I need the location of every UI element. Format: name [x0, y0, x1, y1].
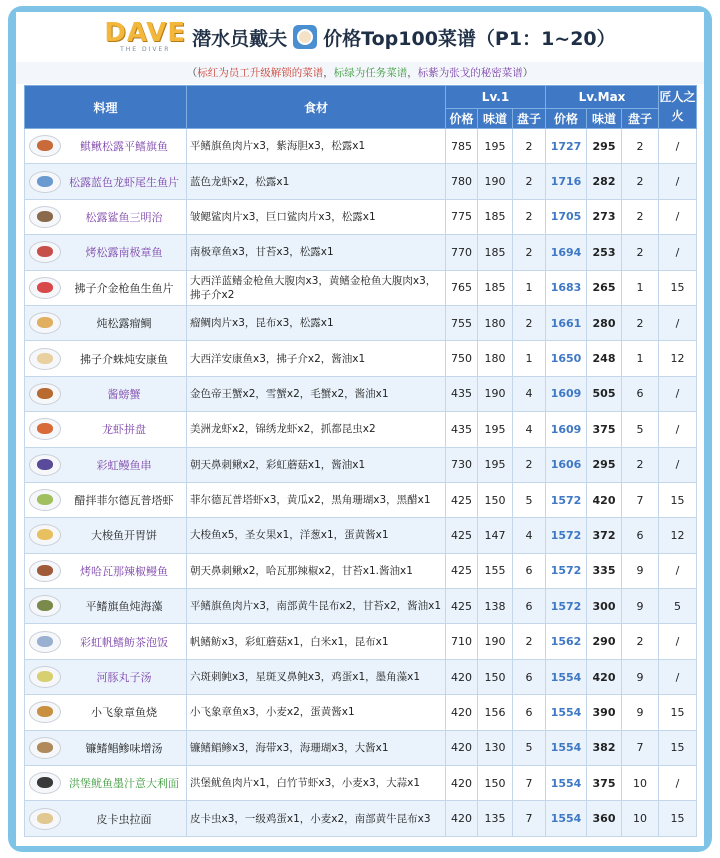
ingredients-cell: 镰鳍鲳鲹x3，海带x3，海珊瑚x3，大酱x1	[187, 730, 446, 765]
plates-lv1: 2	[513, 624, 546, 659]
table-row	[25, 447, 697, 482]
dish-image-icon	[28, 699, 62, 725]
ingredients-cell: 六斑刺鲀x3，星斑叉鼻鲀x3，鸡蛋x1，墨角藻x1	[187, 659, 446, 694]
taste-max: 382	[587, 730, 622, 765]
table-row	[25, 235, 697, 270]
legend-note	[16, 62, 704, 84]
ingredients-cell: 南极章鱼x3，甘苔x3，松露x1	[187, 235, 446, 270]
artisan-fire: 15	[659, 801, 697, 836]
ingredients-cell: 小飞象章鱼x3，小麦x2，蛋黄酱x1	[187, 695, 446, 730]
note-green: 标绿为任务菜谱	[333, 67, 408, 79]
taste-lv1: 195	[478, 447, 513, 482]
dish-cell	[25, 624, 187, 659]
table-row	[25, 801, 697, 836]
price-lv1: 780	[446, 164, 478, 199]
artisan-fire: /	[659, 235, 697, 270]
price-lv1: 420	[446, 730, 478, 765]
plates-lv1: 2	[513, 129, 546, 164]
plates-lv1: 6	[513, 589, 546, 624]
header-fire: 匠人之火	[659, 86, 697, 129]
dish-image-icon	[28, 169, 62, 195]
dish-cell	[25, 129, 187, 164]
price-lv1: 425	[446, 553, 478, 588]
plates-lv1: 2	[513, 447, 546, 482]
plates-lv1: 4	[513, 376, 546, 411]
taste-lv1: 147	[478, 518, 513, 553]
note-purple: 标紫为张戈的秘密菜谱	[417, 67, 523, 79]
ingredients-cell: 皮卡虫x3，一级鸡蛋x1，小麦x2，南部黄牛昆布x3	[187, 801, 446, 836]
header-taste-lv1: 味道	[478, 109, 513, 129]
plates-lv1: 4	[513, 412, 546, 447]
dish-cell	[25, 659, 187, 694]
plates-lv1: 4	[513, 518, 546, 553]
note-close: ）	[522, 67, 534, 79]
dish-name: 彩虹帆鳍鲂茶泡饭	[80, 635, 168, 649]
taste-max: 290	[587, 624, 622, 659]
header-dish: 料理	[25, 86, 187, 129]
taste-max: 375	[587, 412, 622, 447]
ingredients-cell: 金色帝王蟹x2，雪蟹x2，毛蟹x2，酱油x1	[187, 376, 446, 411]
logo-subtext: THE DIVER	[120, 46, 171, 53]
dish-cell	[25, 518, 187, 553]
dish-name: 松露蓝色龙虾尾生鱼片	[69, 175, 179, 189]
plates-lv1: 2	[513, 199, 546, 234]
taste-max: 280	[587, 305, 622, 340]
table-row	[25, 270, 697, 305]
plates-lv1: 1	[513, 270, 546, 305]
dish-cell	[25, 376, 187, 411]
dish-image-icon	[28, 239, 62, 265]
artisan-fire: /	[659, 412, 697, 447]
table-row	[25, 164, 697, 199]
plates-max: 6	[622, 518, 659, 553]
ingredients-cell: 大西洋蓝鳍金枪鱼大腹肉x3，黄鳍金枪鱼大腹肉x3，拂子介x2	[187, 270, 446, 305]
header-taste-max: 味道	[587, 109, 622, 129]
plates-lv1: 5	[513, 482, 546, 517]
taste-lv1: 190	[478, 376, 513, 411]
dish-image-icon	[28, 452, 62, 478]
dish-image-icon	[28, 629, 62, 655]
ingredients-cell: 瘤鲷肉片x3，昆布x3，松露x1	[187, 305, 446, 340]
dish-name: 炖松露瘤鲷	[96, 317, 152, 331]
price-lv1: 425	[446, 482, 478, 517]
plates-max: 5	[622, 412, 659, 447]
table-row	[25, 376, 697, 411]
dave-logo	[104, 20, 186, 54]
plates-max: 7	[622, 482, 659, 517]
artisan-fire: /	[659, 376, 697, 411]
price-lv1: 750	[446, 341, 478, 376]
plates-max: 1	[622, 341, 659, 376]
dish-cell	[25, 801, 187, 836]
artisan-fire: /	[659, 659, 697, 694]
plates-max: 2	[622, 624, 659, 659]
ingredients-cell: 大梭鱼x5，圣女果x1，洋葱x1，蛋黄酱x1	[187, 518, 446, 553]
taste-max: 390	[587, 695, 622, 730]
table-row	[25, 553, 697, 588]
table-row	[25, 659, 697, 694]
price-lv1: 425	[446, 589, 478, 624]
plates-max: 10	[622, 766, 659, 801]
taste-max: 295	[587, 447, 622, 482]
plates-max: 2	[622, 305, 659, 340]
dish-image-icon	[28, 522, 62, 548]
price-lv1: 435	[446, 412, 478, 447]
ingredients-cell: 大西洋安康鱼x3，拂子介x2，酱油x1	[187, 341, 446, 376]
dish-image-icon	[28, 133, 62, 159]
artisan-fire: 15	[659, 482, 697, 517]
plates-max: 10	[622, 801, 659, 836]
plates-max: 2	[622, 129, 659, 164]
price-lv1: 765	[446, 270, 478, 305]
dish-cell	[25, 553, 187, 588]
price-max: 1572	[546, 482, 587, 517]
price-max: 1609	[546, 376, 587, 411]
plates-max: 9	[622, 659, 659, 694]
artisan-fire: /	[659, 305, 697, 340]
dish-name: 镰鳍鲳鲹味增汤	[85, 741, 163, 755]
taste-max: 300	[587, 589, 622, 624]
taste-lv1: 156	[478, 695, 513, 730]
plates-max: 2	[622, 447, 659, 482]
dish-cell	[25, 482, 187, 517]
taste-max: 248	[587, 341, 622, 376]
dish-cell	[25, 412, 187, 447]
table-row	[25, 589, 697, 624]
taste-lv1: 190	[478, 164, 513, 199]
price-max: 1554	[546, 659, 587, 694]
table-body	[25, 129, 697, 837]
dish-cell	[25, 589, 187, 624]
taste-lv1: 195	[478, 129, 513, 164]
taste-lv1: 155	[478, 553, 513, 588]
price-max: 1554	[546, 766, 587, 801]
taste-lv1: 180	[478, 341, 513, 376]
taste-lv1: 135	[478, 801, 513, 836]
artisan-fire: /	[659, 164, 697, 199]
price-max: 1554	[546, 695, 587, 730]
table-row	[25, 199, 697, 234]
table-row	[25, 129, 697, 164]
taste-max: 360	[587, 801, 622, 836]
dish-name: 酱螃蟹	[107, 387, 141, 401]
dish-name: 龙虾拼盘	[102, 423, 146, 437]
dish-name: 拂子介金枪鱼生鱼片	[74, 281, 174, 295]
price-max: 1609	[546, 412, 587, 447]
dish-cell	[25, 270, 187, 305]
dish-image-icon	[28, 346, 62, 372]
dish-image-icon	[28, 735, 62, 761]
plates-lv1: 6	[513, 695, 546, 730]
dish-image-icon	[28, 416, 62, 442]
header-plates-lv1: 盘子	[513, 109, 546, 129]
ingredients-cell: 美洲龙虾x2，锦绣龙虾x2，抓都昆虫x2	[187, 412, 446, 447]
price-lv1: 775	[446, 199, 478, 234]
artisan-fire: /	[659, 553, 697, 588]
header-price-lv1: 价格	[446, 109, 478, 129]
dish-name: 彩虹鳗鱼串	[96, 458, 152, 472]
dish-image-icon	[28, 381, 62, 407]
artisan-fire: 15	[659, 695, 697, 730]
plates-max: 2	[622, 199, 659, 234]
price-max: 1727	[546, 129, 587, 164]
artisan-fire: 15	[659, 730, 697, 765]
title-bar	[16, 12, 704, 62]
header-ingredients: 食材	[187, 86, 446, 129]
plates-max: 2	[622, 235, 659, 270]
taste-lv1: 185	[478, 235, 513, 270]
ingredients-cell: 帆鳍鲂x3，彩虹蘑菇x1，白米x1，昆布x1	[187, 624, 446, 659]
taste-max: 273	[587, 199, 622, 234]
taste-max: 420	[587, 482, 622, 517]
artisan-fire: /	[659, 447, 697, 482]
price-lv1: 785	[446, 129, 478, 164]
price-max: 1554	[546, 801, 587, 836]
price-max: 1694	[546, 235, 587, 270]
header-plates-max: 盘子	[622, 109, 659, 129]
dish-cell	[25, 730, 187, 765]
dish-name: 河豚丸子汤	[96, 671, 152, 685]
dish-image-icon	[28, 770, 62, 796]
ingredients-cell: 菲尔德瓦普塔虾x3，黄瓜x2，黑角珊瑚x3，黑醋x1	[187, 482, 446, 517]
plates-max: 9	[622, 695, 659, 730]
taste-lv1: 150	[478, 659, 513, 694]
price-lv1: 730	[446, 447, 478, 482]
taste-max: 253	[587, 235, 622, 270]
dish-name: 皮卡虫拉面	[96, 812, 152, 826]
dish-name: 醋拌菲尔德瓦普塔虾	[74, 494, 174, 508]
taste-lv1: 190	[478, 624, 513, 659]
artisan-fire: 5	[659, 589, 697, 624]
taste-lv1: 130	[478, 730, 513, 765]
plates-max: 6	[622, 376, 659, 411]
table-row	[25, 482, 697, 517]
dish-name: 鲯鳅松露平鳍旗鱼	[80, 140, 168, 154]
plates-lv1: 7	[513, 766, 546, 801]
ingredients-cell: 蓝色龙虾x2，松露x1	[187, 164, 446, 199]
note-sep: ，	[407, 67, 418, 79]
taste-lv1: 185	[478, 199, 513, 234]
price-max: 1572	[546, 553, 587, 588]
plates-max: 9	[622, 553, 659, 588]
plates-lv1: 2	[513, 305, 546, 340]
table-row	[25, 412, 697, 447]
price-lv1: 435	[446, 376, 478, 411]
note-open: （	[186, 67, 198, 79]
dish-name: 平鳍旗鱼炖海藻	[85, 600, 163, 614]
sushi-icon	[293, 25, 317, 49]
plates-max: 1	[622, 270, 659, 305]
dish-name: 烤松露南极章鱼	[85, 246, 163, 260]
plates-lv1: 6	[513, 553, 546, 588]
price-lv1: 420	[446, 659, 478, 694]
plates-lv1: 5	[513, 730, 546, 765]
price-max: 1572	[546, 589, 587, 624]
taste-max: 335	[587, 553, 622, 588]
price-max: 1705	[546, 199, 587, 234]
ingredients-cell: 皱鳃鲨肉片x3，巨口鲨肉片x3，松露x1	[187, 199, 446, 234]
table-row	[25, 341, 697, 376]
note-red: 标红为员工升级解锁的菜谱	[197, 67, 324, 79]
dish-image-icon	[28, 558, 62, 584]
taste-max: 505	[587, 376, 622, 411]
artisan-fire: /	[659, 129, 697, 164]
artisan-fire: 12	[659, 518, 697, 553]
taste-max: 282	[587, 164, 622, 199]
table-row	[25, 624, 697, 659]
price-lv1: 420	[446, 766, 478, 801]
artisan-fire: /	[659, 766, 697, 801]
header-lvmax: Lv.Max	[546, 86, 659, 109]
price-max: 1554	[546, 730, 587, 765]
taste-lv1: 180	[478, 305, 513, 340]
plates-lv1: 2	[513, 164, 546, 199]
table-row	[25, 695, 697, 730]
dish-name: 大梭鱼开胃饼	[91, 529, 157, 543]
dish-name: 烤哈瓦那辣椒鳗鱼	[80, 564, 168, 578]
price-max: 1606	[546, 447, 587, 482]
dish-cell	[25, 199, 187, 234]
header-price-max: 价格	[546, 109, 587, 129]
table-row	[25, 766, 697, 801]
price-lv1: 770	[446, 235, 478, 270]
ingredients-cell: 朝天鼻刺鳅x2，哈瓦那辣椒x2，甘苔x1.酱油x1	[187, 553, 446, 588]
dish-cell	[25, 341, 187, 376]
artisan-fire: /	[659, 624, 697, 659]
plates-max: 7	[622, 730, 659, 765]
ingredients-cell: 平鳍旗鱼肉片x3，紫海胆x3，松露x1	[187, 129, 446, 164]
taste-lv1: 195	[478, 412, 513, 447]
plates-lv1: 6	[513, 659, 546, 694]
dish-image-icon	[28, 806, 62, 832]
note-sep: ，	[323, 67, 334, 79]
dish-cell	[25, 766, 187, 801]
ingredients-cell: 平鳍旗鱼肉片x3，南部黄牛昆布x2，甘苔x2，酱油x1	[187, 589, 446, 624]
taste-lv1: 138	[478, 589, 513, 624]
dish-cell	[25, 695, 187, 730]
table-row	[25, 518, 697, 553]
logo-text: DAVE	[104, 18, 187, 48]
artisan-fire: /	[659, 199, 697, 234]
price-max: 1562	[546, 624, 587, 659]
artisan-fire: 15	[659, 270, 697, 305]
taste-max: 295	[587, 129, 622, 164]
taste-lv1: 150	[478, 766, 513, 801]
price-max: 1683	[546, 270, 587, 305]
header-lv1: Lv.1	[446, 86, 546, 109]
dish-image-icon	[28, 664, 62, 690]
table-row	[25, 305, 697, 340]
plates-max: 9	[622, 589, 659, 624]
dish-cell	[25, 235, 187, 270]
price-max: 1572	[546, 518, 587, 553]
taste-lv1: 185	[478, 270, 513, 305]
dish-image-icon	[28, 487, 62, 513]
page-title: 价格Top100菜谱（P1：1~20）	[323, 27, 616, 50]
artisan-fire: 12	[659, 341, 697, 376]
dish-image-icon	[28, 204, 62, 230]
dish-name: 小飞象章鱼烧	[91, 706, 157, 720]
dish-cell	[25, 305, 187, 340]
dish-image-icon	[28, 310, 62, 336]
taste-max: 372	[587, 518, 622, 553]
table-row	[25, 730, 697, 765]
taste-lv1: 150	[478, 482, 513, 517]
dish-name: 松露鲨鱼三明治	[85, 210, 163, 224]
plates-lv1: 1	[513, 341, 546, 376]
ingredients-cell: 朝天鼻刺鳅x2，彩虹蘑菇x1，酱油x1	[187, 447, 446, 482]
taste-max: 375	[587, 766, 622, 801]
dish-image-icon	[28, 593, 62, 619]
price-lv1: 420	[446, 695, 478, 730]
dish-name: 洪堡鱿鱼墨汁意大利面	[69, 777, 179, 791]
plates-max: 2	[622, 164, 659, 199]
dish-name: 拂子介蛛炖安康鱼	[80, 352, 168, 366]
price-max: 1716	[546, 164, 587, 199]
price-lv1: 425	[446, 518, 478, 553]
dish-cell	[25, 164, 187, 199]
plates-lv1: 7	[513, 801, 546, 836]
price-max: 1661	[546, 305, 587, 340]
taste-max: 420	[587, 659, 622, 694]
dish-image-icon	[28, 275, 62, 301]
recipe-table	[24, 85, 697, 837]
plates-lv1: 2	[513, 235, 546, 270]
price-lv1: 755	[446, 305, 478, 340]
price-max: 1650	[546, 341, 587, 376]
ingredients-cell: 洪堡鱿鱼肉片x1，白竹节虾x3，小麦x3，大蒜x1	[187, 766, 446, 801]
taste-max: 265	[587, 270, 622, 305]
price-lv1: 420	[446, 801, 478, 836]
game-name: 潜水员戴夫	[192, 27, 288, 50]
price-lv1: 710	[446, 624, 478, 659]
dish-cell	[25, 447, 187, 482]
